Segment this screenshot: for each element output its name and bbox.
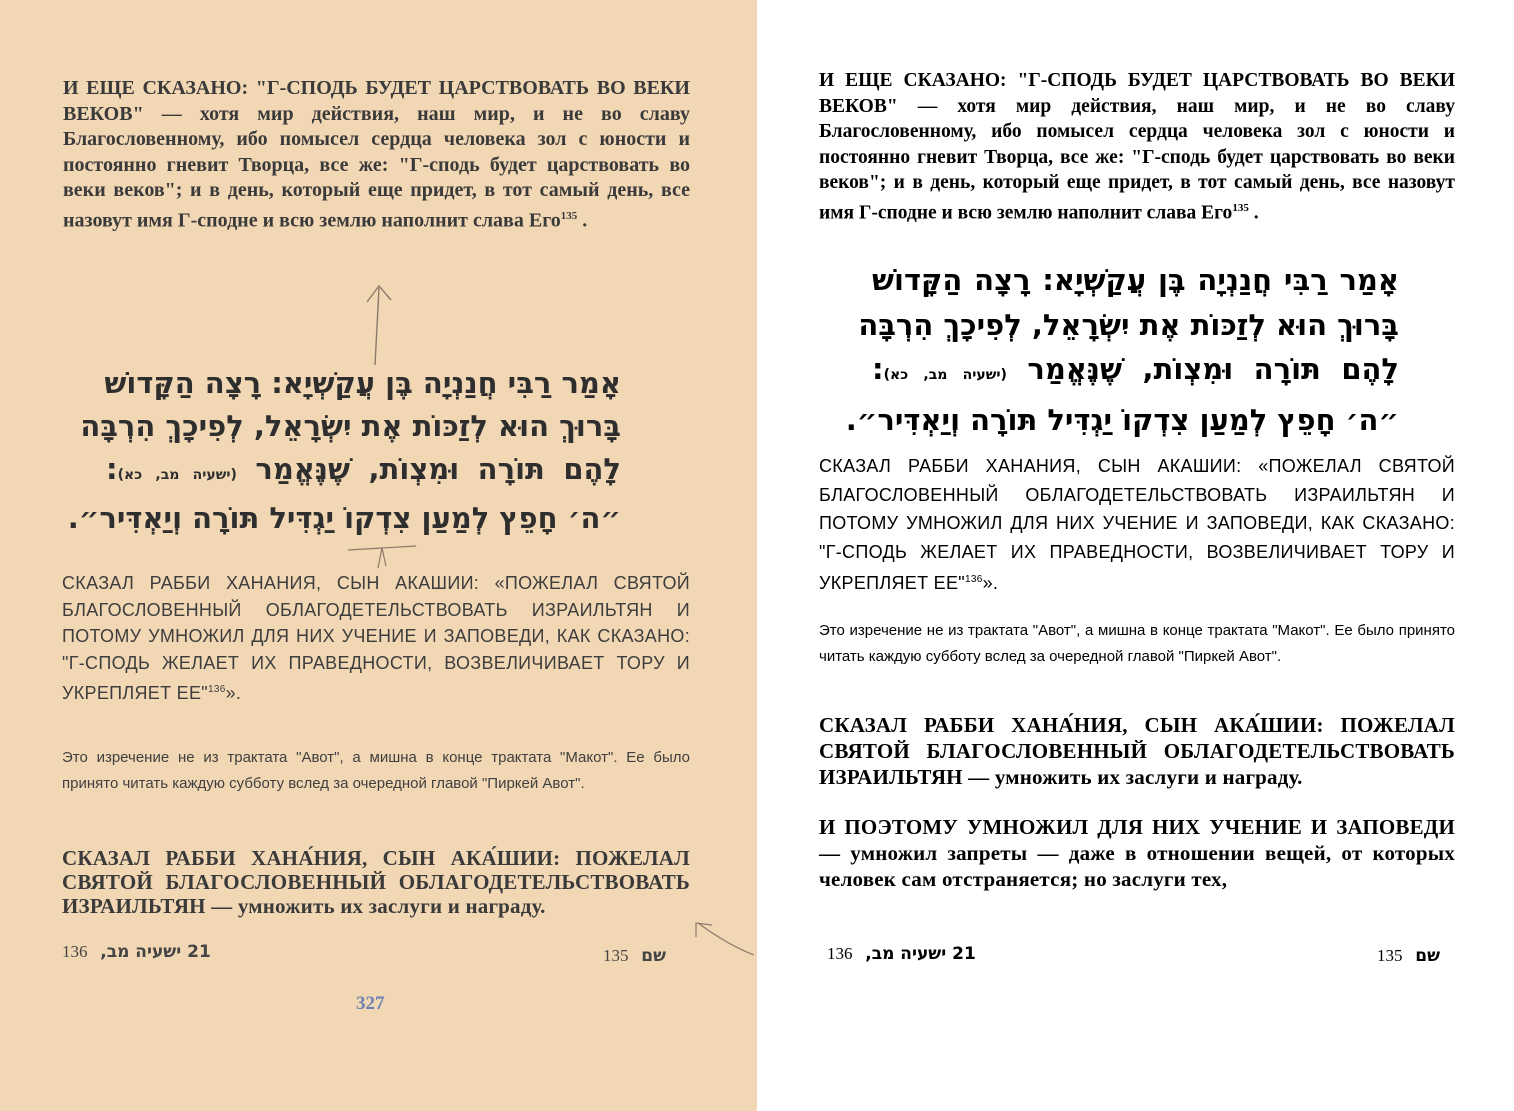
intro-text: И ЕЩЕ СКАЗАНО: "Г-СПОДЬ БУДЕТ ЦАРСТВОВАТЬ ВО ВЕКИ ВЕКОВ" — хотя мир действия, наш мир, и не во славу Благословенному, ибо помысел сердца человека зол с юности и постоянно гневит Творца, все же: "Г-сподь будет царствовать во веки веков"; и в день, который еще придет, в тот самый день, все назовут имя Г-сподне и всю землю наполнит слава Его	[819, 70, 1455, 223]
intro-text: И ЕЩЕ СКАЗАНО: "Г-СПОДЬ БУДЕТ ЦАРСТВОВАТЬ ВО ВЕКИ ВЕКОВ" — хотя мир действия, наш мир, и не во славу Благословенному, ибо помысел сердца человека зол с юности и постоянно гневит Творца, все же: "Г-сподь будет царствовать во веки веков"; и в день, который еще придет, в тот самый день, все назовут имя Г-сподне и всю землю наполнит слава Его	[63, 77, 690, 232]
hebrew-mishna-block	[67, 362, 621, 540]
translation-text: СКАЗАЛ РАББИ ХАНАНИЯ, СЫН АКАШИИ: «ПОЖЕЛАЛ СВЯТОЙ БЛАГОСЛОВЕННЫЙ ОБЛАГОДЕТЕЛЬСТВОВАТЬ ИЗРАИЛЬТЯН И ПОТОМУ УМНОЖИЛ ДЛЯ НИХ УЧЕНИЕ И ЗАПОВЕДИ, КАК СКАЗАНО: "Г-СПОДЬ ЖЕЛАЕТ ИХ ПРАВЕДНОСТИ, ВОЗВЕЛИЧИВАЕТ ТОРУ И УКРЕПЛЯЕТ ЕЕ"	[819, 456, 1455, 593]
footnote-right-num: 135	[603, 946, 629, 965]
note-paragraph: Это изречение не из трактата "Авот", а мишна в конце трактата "Макот". Ее было принято читать каждую субботу вслед за очередной главой "Пиркей Авот".	[819, 622, 1455, 665]
translation-text: СКАЗАЛ РАББИ ХАНАНИЯ, СЫН АКАШИИ: «ПОЖЕЛАЛ СВЯТОЙ БЛАГОСЛОВЕННЫЙ ОБЛАГОДЕТЕЛЬСТВОВАТЬ ИЗРАИЛЬТЯН И ПОТОМУ УМНОЖИЛ ДЛЯ НИХ УЧЕНИЕ И ЗАПОВЕДИ, КАК СКАЗАНО: "Г-СПОДЬ ЖЕЛАЕТ ИХ ПРАВЕДНОСТИ, ВОЗВЕЛИЧИВАЕТ ТОРУ И УКРЕПЛЯЕТ ЕЕ"	[62, 573, 690, 703]
hebrew-line-2: בָּרוּךְ הוּא לְזַכּוֹת אֶת יִשְׂרָאֵל, לְפִיכָךְ הִרְבָּה	[858, 307, 1399, 342]
commentary-paragraph-2: И ПОЭТОМУ УМНОЖИЛ ДЛЯ НИХ УЧЕНИЕ И ЗАПОВЕДИ — умножил запреты — даже в отношении вещей, от которых человек сам отстраняется; но заслуги тех,	[819, 815, 1455, 891]
pencil-arrow-up-icon	[355, 280, 405, 370]
hebrew-line-3-text: לָהֶם תּוֹרָה וּמִצְוֹת, שֶׁנֶּאֱמַר	[1027, 352, 1399, 386]
hebrew-line-3: לָהֶם תּוֹרָה וּמִצְוֹת, שֶׁנֶּאֱמַר (ישעיה מב, כא):	[872, 352, 1399, 386]
note-paragraph: Это изречение не из трактата "Авот", а мишна в конце трактата "Макот". Ее было принято читать каждую субботу вслед за очередной главой "Пиркей Авот".	[62, 749, 690, 792]
intro-paragraph	[819, 68, 1455, 226]
footnote-right	[603, 946, 666, 966]
right-page-clean	[757, 0, 1514, 1111]
footnote-left	[827, 944, 976, 964]
hebrew-verse-ref: (ישעיה מב, כא)	[883, 367, 1007, 383]
hebrew-line-3: לָהֶם תּוֹרָה וּמִצְוֹת, שֶׁנֶּאֱמַר (ישעיה מב, כא):	[106, 452, 621, 486]
hebrew-mishna-block	[845, 258, 1399, 442]
translation-paragraph	[62, 570, 690, 707]
hebrew-line-1: אָמַר רַבִּי חֲנַנְיָה בֶּן עֲקַשְׁיָא: רָצָה הַקָּדוֹשׁ	[872, 263, 1399, 297]
page-number: 327	[356, 993, 385, 1014]
hebrew-verse-ref: (ישעיה מב, כא)	[117, 467, 237, 483]
footnote-left-ref: 21 ישעיה מב,	[865, 944, 976, 964]
footnote-left-num: 136	[62, 942, 88, 961]
footnote-ref: 135	[1232, 201, 1249, 214]
footnote-right	[1377, 946, 1440, 966]
footnote-right-ref: שם	[1415, 946, 1440, 966]
hebrew-line-4: ״ה׳ חָפֵץ לְמַעַן צִדְקוֹ יַגְדִּיל תּוֹרָה וְיַאְדִּיר״.	[67, 501, 621, 535]
footnote-right-ref: שם	[641, 946, 666, 966]
footnote-left-ref: 21 ישעיה מב,	[100, 942, 211, 962]
hebrew-line-1: אָמַר רַבִּי חֲנַנְיָה בֶּן עֲקַשְׁיָא: רָצָה הַקָּדוֹשׁ	[104, 366, 621, 400]
pencil-margin-arrow-icon	[688, 915, 757, 975]
intro-paragraph	[63, 76, 690, 234]
translation-end: ».	[982, 573, 999, 593]
translation-end: ».	[225, 682, 242, 703]
commentary-paragraph-1: СКАЗАЛ РАББИ ХАНА́НИЯ, СЫН АКА́ШИИ: ПОЖЕЛАЛ СВЯТОЙ БЛАГОСЛОВЕННЫЙ ОБЛАГОДЕТЕЛЬСТВОВАТЬ ИЗРАИЛЬТЯН — умножить их заслуги и награду.	[819, 713, 1455, 789]
translation-paragraph	[819, 452, 1455, 598]
hebrew-line-3-text: לָהֶם תּוֹרָה וּמִצְוֹת, שֶׁנֶּאֱמַר	[255, 452, 621, 486]
footnote-left-num: 136	[827, 944, 853, 963]
intro-end: .	[582, 209, 588, 232]
footnote-ref: 135	[560, 209, 578, 222]
footnote-ref: 136	[964, 574, 983, 585]
footnote-right-num: 135	[1377, 946, 1403, 965]
footnote-left	[62, 942, 211, 962]
intro-end: .	[1253, 202, 1259, 223]
hebrew-line-4: ״ה׳ חָפֵץ לְמַעַן צִדְקוֹ יַגְדִּיל תּוֹרָה וְיַאְדִּיר״.	[845, 402, 1399, 437]
commentary-paragraph: СКАЗАЛ РАББИ ХАНА́НИЯ, СЫН АКА́ШИИ: ПОЖЕЛАЛ СВЯТОЙ БЛАГОСЛОВЕННЫЙ ОБЛАГОДЕТЕЛЬСТВОВАТЬ ИЗРАИЛЬТЯН — умножить их заслуги и награду.	[62, 846, 690, 918]
footnote-ref: 136	[207, 683, 226, 695]
hebrew-line-2: בָּרוּךְ הוּא לְזַכּוֹת אֶת יִשְׂרָאֵל, לְפִיכָךְ הִרְבָּה	[80, 409, 621, 443]
